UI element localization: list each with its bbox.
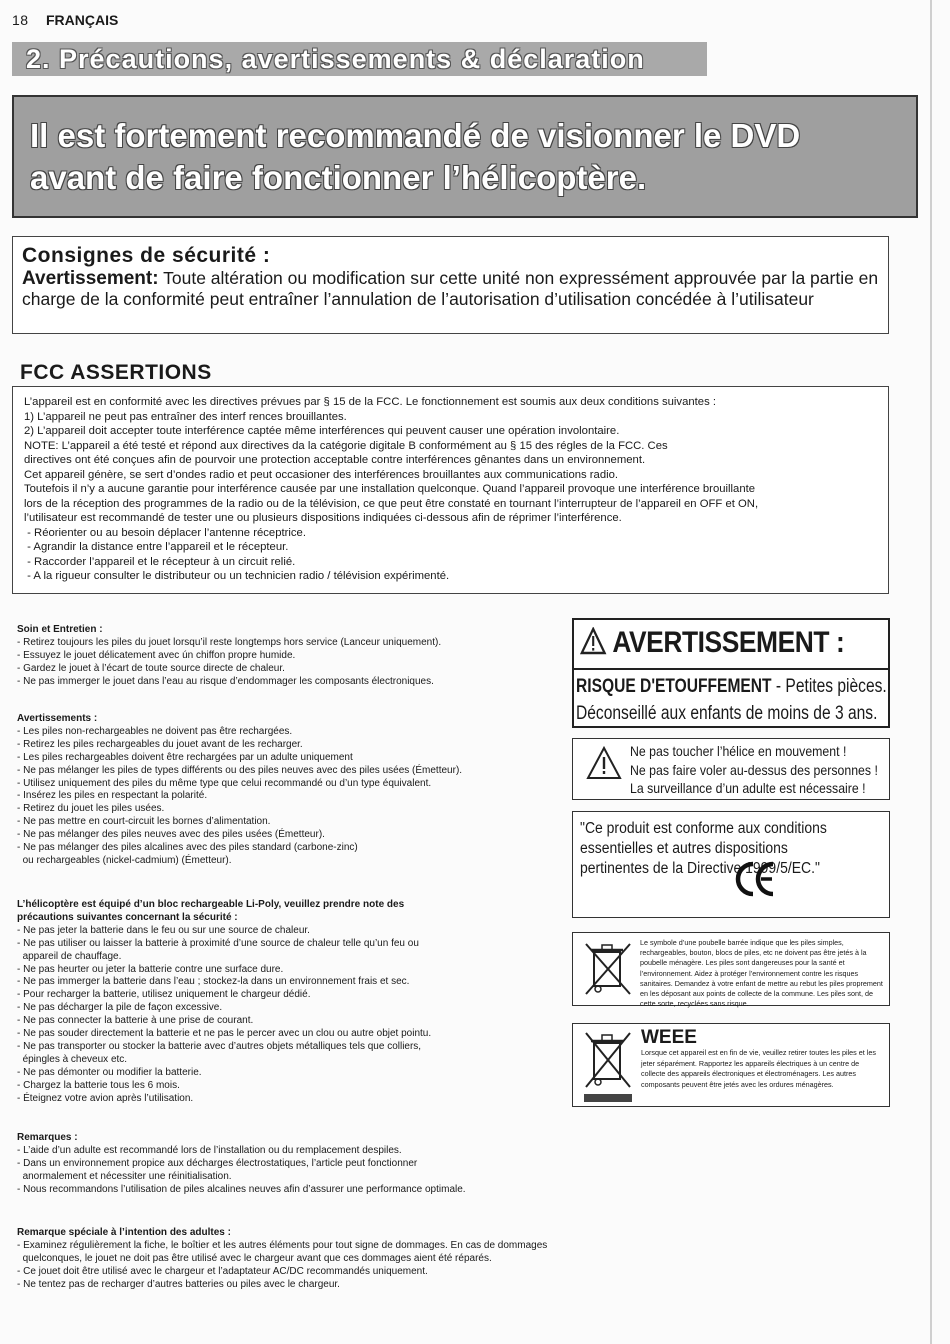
battery-warnings-section (17, 713, 597, 868)
list-item: épingles à cheveux etc. (17, 1053, 128, 1065)
list-item: - Retirez toujours les piles du jouet lorsqu’il reste longtemps hors service (Lanceur uniquement). (17, 636, 442, 648)
list-item: - Retirez les piles rechargeables du jouet avant de les recharger. (17, 738, 303, 750)
remarks-section (17, 1132, 597, 1197)
dvd-notice-line-2: avant de faire fonctionner l’hélicoptère. (30, 159, 647, 196)
safety-title: Consignes de sécurité : (22, 244, 271, 267)
list-item: - Utilisez uniquement des piles du même type que celui recommandé ou d’un type équivalent. (17, 777, 432, 789)
choking-age-line: Déconseillé aux enfants de moins de 3 ans. (576, 703, 878, 724)
conformity-text: "Ce produit est conforme aux conditions essentielles et autres dispositions pertinentes de la Directive 1999/5/EC." (580, 820, 827, 877)
safety-warning-label: Avertissement: (22, 268, 159, 289)
lipo-section (17, 899, 597, 1106)
list-item: L’appareil est en conformité avec les directives prévues par § 15 de la FCC. Le fonctionnement est soumis aux deux conditions suivantes : (24, 396, 716, 408)
list-item: - Gardez le jouet à l’écart de toute source directe de chaleur. (17, 662, 285, 674)
safety-text (22, 268, 884, 309)
list-item: - Les piles non-rechargeables ne doivent pas être rechargées. (17, 725, 293, 737)
list-item: lors de la réception des programmes de la radio ou de la télévision, ce que peut être constaté en tournant l’interrupteur de l’appareil en OFF et ON, (24, 497, 759, 510)
list-item: - Retirez du jouet les piles usées. (17, 803, 165, 815)
section-heading: Remarques : (17, 1132, 78, 1143)
list-item: - Ne pas utiliser ou laisser la batterie à proximité d’une source de chaleur telle qu’un feu ou (17, 937, 419, 949)
list-item: - Pour recharger la batterie, utilisez uniquement le chargeur dédié. (17, 989, 311, 1001)
list-item: - Les piles rechargeables doivent être rechargées par un adulte uniquement (17, 751, 353, 763)
page-number: 18 (12, 12, 29, 28)
list-item: - Ne pas immerger la batterie dans l’eau ; stockez-la dans un environnement frais et sec. (17, 976, 410, 988)
section-heading: Soin et Entretien : (17, 624, 103, 635)
list-item: - Ce jouet doit être utilisé avec le chargeur et l’adaptateur AC/DC recommandés uniquement. (17, 1265, 428, 1277)
list-item: NOTE: L’appareil a été testé et répond aux directives da la catégorie digitale B conformément au § 15 des régles de la FCC. Ces (24, 439, 668, 452)
list-item: ou rechargeables (nickel-cadmium) (Émetteur). (17, 854, 232, 866)
list-item: - Ne pas mélanger des piles alcalines avec des piles standard (carbone-zinc) (17, 842, 358, 854)
list-item: - Ne pas démonter ou modifier la batterie. (17, 1066, 202, 1078)
choking-warning-heading (580, 626, 844, 660)
weee-bin-icon (582, 1029, 634, 1091)
list-item: - Éteignez votre avion après l’utilisation. (17, 1092, 194, 1104)
list-item: - Raccorder l’appareil et le récepteur à un circuit relié. (24, 555, 296, 568)
rotor-warning-line: Ne pas toucher l’hélice en mouvement ! (630, 743, 847, 759)
list-item: appareil de chauffage. (17, 950, 122, 962)
care-section (17, 624, 597, 689)
list-item: - Chargez la batterie tous les 6 mois. (17, 1079, 180, 1091)
list-item: 2) L’appareil doit accepter toute interférence captée même interférences qui peuvent causer une opération involontaire. (24, 425, 620, 437)
list-item: - Réorienter ou au besoin déplacer l’antenne réceptrice. (24, 526, 306, 539)
list-item: - Ne pas jeter la batterie dans le feu ou sur une source de chaleur. (17, 924, 310, 936)
choking-risk-label: RISQUE D'ETOUFFEMENT (576, 676, 772, 697)
list-item: - Ne pas transporter ou stocker la batterie avec d’autres objets métalliques tels que colliers, (17, 1040, 422, 1052)
section-heading: Remarque spéciale à l’intention des adultes : (17, 1227, 231, 1238)
rotor-warning-line: Ne pas faire voler au-dessus des personnes ! (630, 761, 878, 778)
section-heading: Avertissements : (17, 713, 98, 724)
list-item: - Ne pas souder directement la batterie et ne pas le percer avec un clou ou autre objet pointu. (17, 1028, 432, 1040)
weee-text: Lorsque cet appareil est en fin de vie, veuillez retirer toutes les piles et les jeter séparément. Rapportez les appareils électriques à un centre de collecte des appareils électroniques et électroménagers. Les autres composants peuvent être jetés avec les ordures ménagères. (641, 1048, 876, 1089)
weee-title: WEEE (641, 1027, 697, 1048)
list-item: - Ne pas connecter la batterie à une prise de courant. (17, 1015, 254, 1027)
list-item: directives ont été conçues afin de pourvoir une protection acceptable contre interférences gênantes dans un environnement. (24, 454, 646, 466)
fcc-text (24, 395, 884, 584)
list-item: - Agrandir la distance entre l’appareil et le récepteur. (24, 541, 289, 553)
rotor-warning-text (630, 742, 878, 798)
list-item: - Ne pas mélanger les piles de types différents ou des piles neuves avec des piles usées (Émetteur). (17, 764, 463, 776)
list-item: - Nous recommandons l’utilisation de piles alcalines neuves afin d’assurer une performance optimale. (17, 1183, 466, 1195)
rotor-warning-triangle-icon (586, 746, 622, 780)
page-edge-shadow (930, 0, 932, 1344)
safety-warning-text: Toute altération ou modification sur cette unité non expressément approuvée par la partie en charge de la conformité peut entraîner l’annulation de l’autorisation d’utilisation concédée à l’utilisateur (22, 268, 879, 309)
crossed-bin-icon (582, 940, 634, 998)
ce-mark-icon (735, 858, 777, 900)
section-heading: précautions suivantes concernant la sécurité : (17, 911, 238, 923)
list-item: - L’aide d’un adulte est recommandé lors de l’installation ou du remplacement despiles. (17, 1144, 402, 1156)
list-item: 1) L’appareil ne peut pas entraîner des interf rences brouillantes. (24, 410, 347, 423)
list-item: Cet appareil génère, se sert d’ondes radio et peut occasioner des interférences brouillantes aux communications radio. (24, 468, 619, 481)
fcc-title: FCC ASSERTIONS (20, 361, 212, 384)
list-item: anormalement et nécessiter une réinitialisation. (17, 1170, 232, 1182)
weee-bar (584, 1094, 632, 1102)
list-item: - Ne pas décharger la pile de façon excessive. (17, 1002, 223, 1014)
list-item: Toutefois il n’y a aucune garantie pour interférence causée par une installation quelconque. Quand l’appareil provoque une interférence brouillante (24, 483, 756, 495)
dvd-notice-line-1: Il est fortement recommandé de visionner le DVD (30, 117, 801, 154)
choking-warning-divider (572, 668, 890, 670)
list-item: - Ne pas mélanger des piles neuves avec des piles usées (Émetteur). (17, 829, 325, 841)
dvd-notice-text (30, 115, 900, 199)
list-item: - Ne pas mettre en court-circuit les bornes d’alimentation. (17, 816, 271, 828)
list-item: - Dans un environnement propice aux décharges électrostatiques, l’article peut fonctionner (17, 1157, 418, 1169)
choking-warning-title: AVERTISSEMENT : (612, 626, 845, 659)
adult-notice-section (17, 1227, 627, 1292)
list-item: - Ne pas immerger le jouet dans l’eau au risque d’endommager les composants électroniques. (17, 675, 434, 687)
list-item: - Insérez les piles en respectant la polarité. (17, 790, 208, 802)
section-title: 2. Précautions, avertissements & déclaration (12, 42, 707, 76)
choking-risk-line (576, 676, 887, 698)
choking-risk-text: - Petites pièces. (771, 676, 887, 697)
list-item: - Essuyez le jouet délicatement avec ún chiffon propre humide. (17, 649, 296, 661)
language-label: FRANÇAIS (46, 12, 119, 28)
list-item: - Ne tentez pas de recharger d’autres batteries ou piles avec le chargeur. (17, 1278, 340, 1290)
warning-triangle-icon (580, 627, 606, 655)
list-item: - A la rigueur consulter le distributeur ou un technicien radio / télévision expérimenté. (24, 570, 450, 582)
list-item: - Ne pas heurter ou jeter la batterie contre une surface dure. (17, 963, 284, 975)
list-item: - Examinez régulièrement la fiche, le boîtier et les autres éléments pour tout signe de dommages. En cas de dommages (17, 1239, 548, 1251)
list-item: quelconques, le jouet ne doit pas être utilisé avec le chargeur avant que ces dommages aient été réparés. (17, 1252, 492, 1264)
battery-disposal-text: Le symbole d’une poubelle barrée indique que les piles simples, rechargeables, bouton, blocs de piles, etc ne doivent pas être jetés à la poubelle ménagère. Les piles sont dangereuses pour la santé et l’environnement. Aidez à protéger l’environnement contre les risques sanitaires. Demandez à votre enfant de mettre au rebut les piles proprement en les déposant aux points de collecte de la commune. Les piles sont, de cette sorte, recyclées sans risque. (640, 938, 883, 1009)
rotor-warning-line: La surveillance d’un adulte est nécessaire ! (630, 780, 866, 796)
list-item: l’utilisateur est recommandé de tester une ou plusieurs dispositions indiquées ci-dessous afin de réprimer l’interférence. (24, 512, 622, 524)
section-heading: L’hélicoptère est équipé d’un bloc rechargeable Li-Poly, veuillez prendre note des (17, 899, 405, 910)
